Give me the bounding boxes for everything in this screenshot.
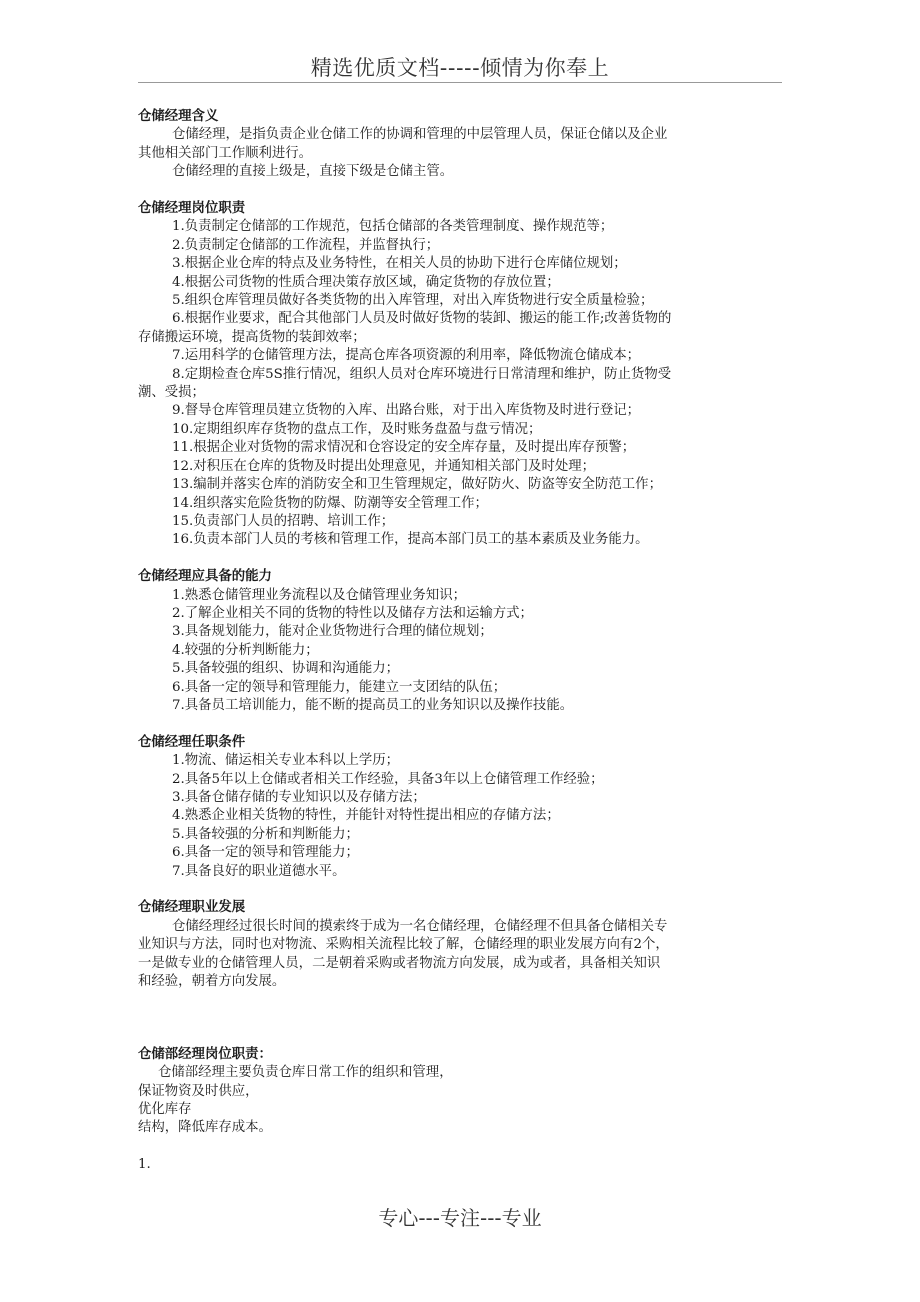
list-item: 3.根据企业仓库的特点及业务特性，在相关人员的协助下进行仓库储位规划； — [172, 256, 627, 272]
career-paragraph-line: 和经验，朝着方向发展。 — [138, 974, 286, 990]
page-footer-text: 专心---专注---专业 — [378, 1206, 542, 1230]
spacer — [138, 1027, 798, 1045]
career-paragraph-line: 仓储经理经过很长时间的摸索终于成为一名仓储经理，仓储经理不但具备仓储相关专 — [172, 918, 668, 934]
spacer — [138, 182, 798, 200]
list-item: 6.具备一定的领导和管理能力，能建立一支团结的队伍； — [172, 679, 507, 695]
meaning-paragraph-line: 仓储经理的直接上级是，直接下级是仓储主管。 — [172, 164, 454, 180]
list-item: 5.具备较强的分析和判断能力； — [172, 826, 359, 842]
section-title-career: 仓储经理职业发展 — [138, 900, 246, 916]
dept-manager-line: 1. — [138, 1157, 151, 1173]
career-paragraph-line: 一是做专业的仓储管理人员，二是朝着采购或者物流方向发展，成为或者，具备相关知识 — [138, 955, 661, 971]
list-item: 2.负责制定仓储部的工作流程，并监督执行； — [172, 237, 440, 253]
section-title-abilities: 仓储经理应具备的能力 — [138, 569, 272, 585]
dept-manager-line: 保证物资及时供应， — [138, 1083, 259, 1099]
list-item: 6.具备一定的领导和管理能力； — [172, 845, 359, 861]
spacer — [138, 550, 798, 568]
career-paragraph-line: 业知识与方法，同时也对物流、采购相关流程比较了解，仓储经理的职业发展方向有2个， — [138, 937, 669, 953]
list-item: 1.熟悉仓储管理业务流程以及仓储管理业务知识； — [172, 587, 466, 603]
list-item: 2.具备5年以上仓储或者相关工作经验，具备3年以上仓储管理工作经验； — [172, 771, 604, 787]
document-body — [138, 108, 798, 1175]
list-item: 1.物流、储运相关专业本科以上学历； — [172, 753, 400, 769]
list-item-continuation: 潮、受损； — [138, 385, 205, 401]
spacer — [138, 715, 798, 733]
list-item: 12.对积压在仓库的货物及时提出处理意见，并通知相关部门及时处理； — [172, 458, 596, 474]
list-item: 7.具备员工培训能力，能不断的提高员工的业务知识以及操作技能。 — [172, 697, 574, 713]
page-header-title: 精选优质文档-----倾情为你奉上 — [310, 56, 610, 80]
dept-manager-line: 仓储部经理主要负责仓库日常工作的组织和管理， — [158, 1065, 453, 1081]
section-title-requirements: 仓储经理任职条件 — [138, 734, 246, 750]
list-item: 16.负责本部门人员的考核和管理工作，提高本部门员工的基本素质及业务能力。 — [172, 532, 649, 548]
list-item: 8.定期检查仓库5S推行情况，组织人员对仓库环境进行日常清理和维护，防止货物受 — [172, 366, 672, 382]
meaning-paragraph-line: 其他相关部门工作顺利进行。 — [138, 145, 313, 161]
list-item: 14.组织落实危险货物的防爆、防潮等安全管理工作； — [172, 495, 488, 511]
list-item: 13.编制并落实仓库的消防安全和卫生管理规定，做好防火、防盗等安全防范工作； — [172, 477, 662, 493]
list-item: 4.根据公司货物的性质合理决策存放区域，确定货物的存放位置； — [172, 274, 560, 290]
list-item: 11.根据企业对货物的需求情况和仓容设定的安全库存量，及时提出库存预警； — [172, 440, 636, 456]
meaning-paragraph-line: 仓储经理，是指负责企业仓储工作的协调和管理的中层管理人员，保证仓储以及企业 — [172, 127, 668, 143]
list-item: 5.组织仓库管理员做好各类货物的出入库管理，对出入库货物进行安全质量检验； — [172, 293, 654, 309]
list-item: 3.具备规划能力，能对企业货物进行合理的储位规划； — [172, 624, 493, 640]
spacer — [138, 881, 798, 899]
section-title-dept-manager: 仓储部经理岗位职责： — [138, 1046, 272, 1062]
spacer — [138, 991, 798, 1027]
section-title-meaning: 仓储经理含义 — [138, 109, 219, 124]
list-item: 1.负责制定仓储部的工作规范，包括仓储部的各类管理制度、操作规范等； — [172, 219, 614, 235]
dept-manager-line: 结构，降低库存成本。 — [138, 1120, 272, 1136]
list-item: 15.负责部门人员的招聘、培训工作； — [172, 513, 395, 529]
list-item: 5.具备较强的组织、协调和沟通能力； — [172, 661, 400, 677]
dept-manager-line: 优化库存 — [138, 1102, 192, 1118]
list-item: 4.较强的分析判断能力； — [172, 642, 319, 658]
list-item: 9.督导仓库管理员建立货物的入库、出路台账，对于出入库货物及时进行登记； — [172, 403, 641, 419]
header-divider — [138, 82, 782, 83]
list-item: 10.定期组织库存货物的盘点工作，及时账务盘盈与盘亏情况； — [172, 421, 542, 437]
list-item: 7.运用科学的仓储管理方法，提高仓库各项资源的利用率，降低物流仓储成本； — [172, 348, 641, 364]
list-item: 2.了解企业相关不同的货物的特性以及储存方法和运输方式； — [172, 605, 533, 621]
spacer — [138, 1138, 798, 1156]
section-title-duties: 仓储经理岗位职责 — [138, 201, 246, 217]
list-item: 3.具备仓储存储的专业知识以及存储方法； — [172, 789, 426, 805]
list-item: 6.根据作业要求，配合其他部门人员及时做好货物的装卸、搬运的能工作;改善货物的 — [172, 311, 672, 327]
list-item: 4.熟悉企业相关货物的特性，并能针对特性提出相应的存储方法； — [172, 808, 560, 824]
list-item: 7.具备良好的职业道德水平。 — [172, 863, 346, 879]
list-item-continuation: 存储搬运环境，提高货物的装卸效率； — [138, 329, 366, 345]
